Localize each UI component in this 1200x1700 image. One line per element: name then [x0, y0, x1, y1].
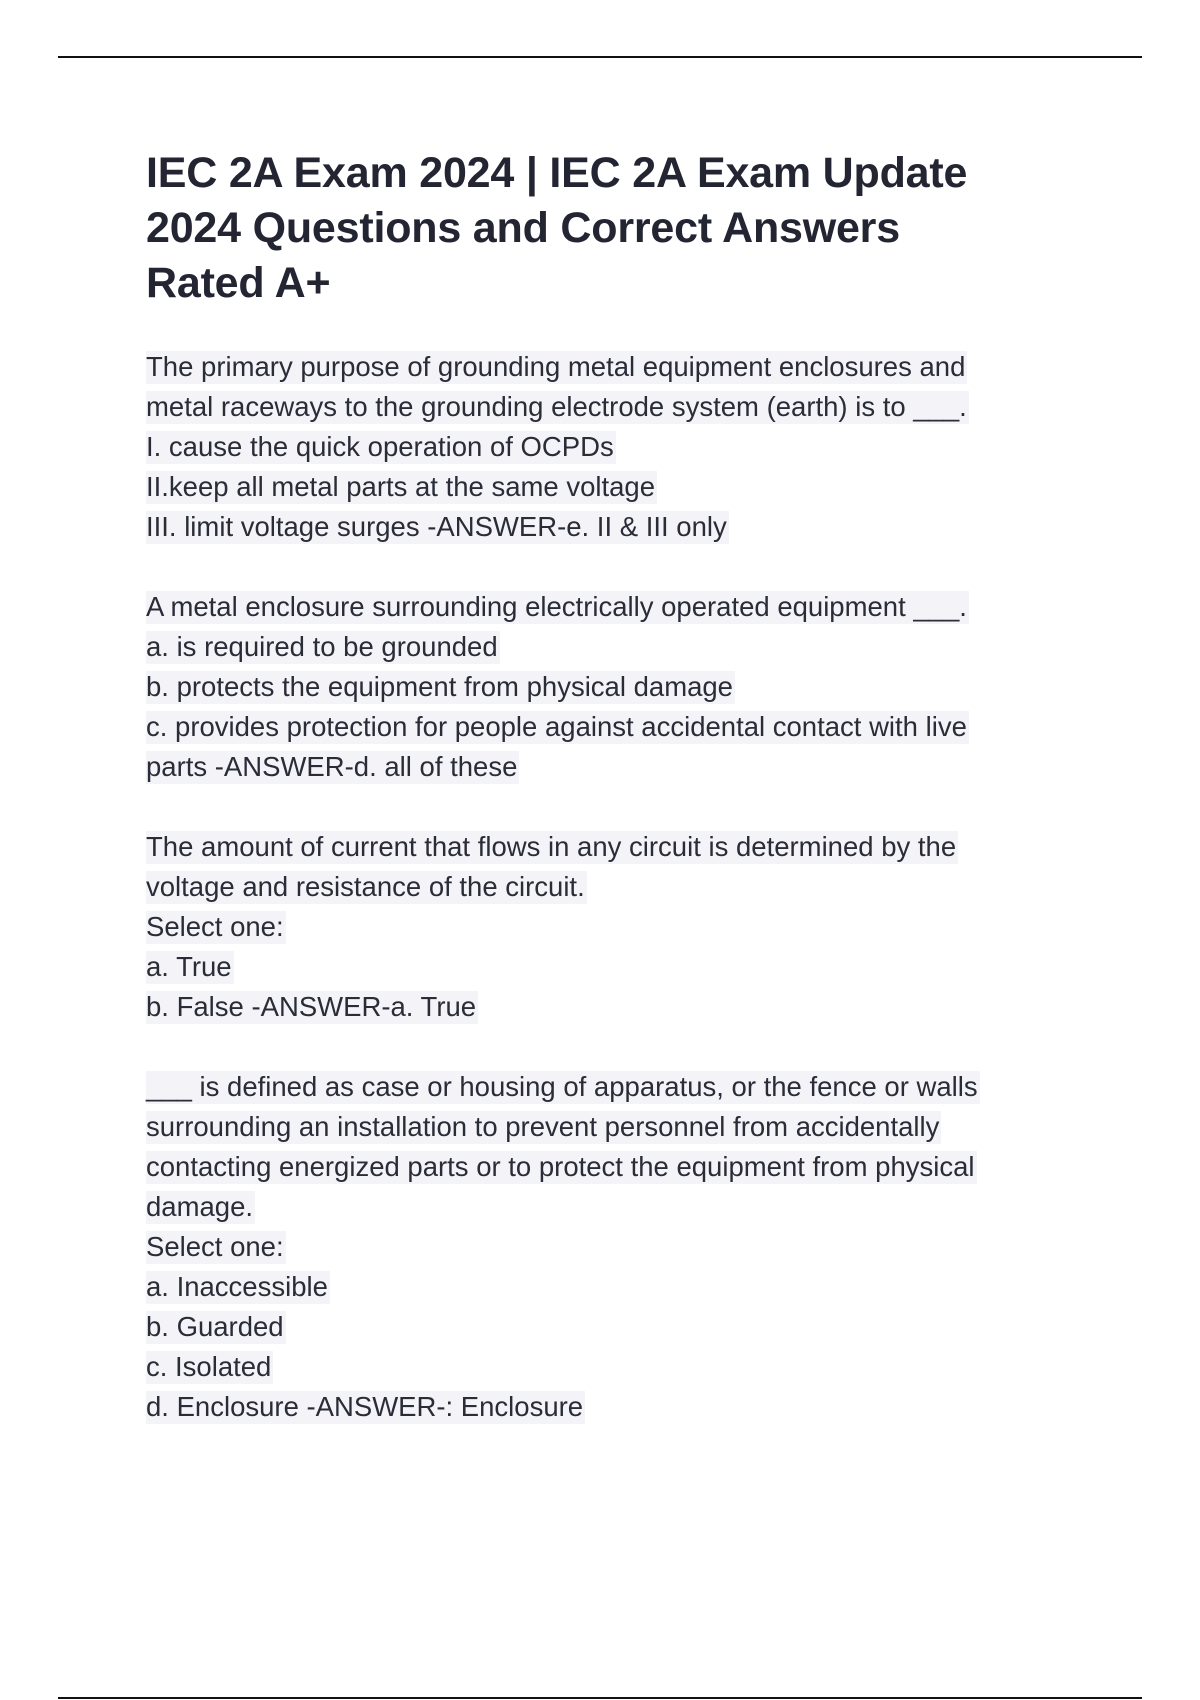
question-line: Select one:: [146, 911, 284, 942]
top-rule: [58, 56, 1142, 58]
question-line: b. protects the equipment from physical damage: [146, 671, 733, 702]
title-line: 2024 Questions and Correct Answers: [146, 204, 900, 252]
document-body: [146, 146, 1086, 1467]
question-line: The primary purpose of grounding metal equipment enclosures and: [146, 351, 966, 382]
document-title: [146, 146, 1086, 311]
question-line: c. Isolated: [146, 1351, 272, 1382]
bottom-rule: [58, 1697, 1142, 1699]
title-line: IEC 2A Exam 2024 | IEC 2A Exam Update: [146, 149, 968, 197]
question-line: ___ is defined as case or housing of apparatus, or the fence or walls: [146, 1071, 978, 1102]
title-line: Rated A+: [146, 259, 331, 307]
question-line: b. Guarded: [146, 1311, 284, 1342]
question-block-2: [146, 587, 1086, 787]
question-line: voltage and resistance of the circuit.: [146, 871, 585, 902]
question-line: Select one:: [146, 1231, 284, 1262]
question-line: c. provides protection for people against accidental contact with live: [146, 711, 967, 742]
question-line: a. is required to be grounded: [146, 631, 498, 662]
question-line: A metal enclosure surrounding electrically operated equipment ___.: [146, 591, 967, 622]
question-line: damage.: [146, 1191, 254, 1222]
question-block-4: [146, 1067, 1086, 1427]
question-line: metal raceways to the grounding electrode system (earth) is to ___.: [146, 391, 967, 422]
question-line: a. Inaccessible: [146, 1271, 328, 1302]
answer-line: parts -ANSWER-d. all of these: [146, 751, 518, 782]
question-line: surrounding an installation to prevent personnel from accidentally: [146, 1111, 940, 1142]
question-list: [146, 347, 1086, 1427]
answer-line: b. False -ANSWER-a. True: [146, 991, 477, 1022]
question-line: I. cause the quick operation of OCPDs: [146, 431, 614, 462]
question-line: contacting energized parts or to protect the equipment from physical: [146, 1151, 975, 1182]
question-line: a. True: [146, 951, 232, 982]
answer-line: d. Enclosure -ANSWER-: Enclosure: [146, 1391, 584, 1422]
question-block-1: [146, 347, 1086, 547]
question-block-3: [146, 827, 1086, 1027]
question-line: II.keep all metal parts at the same voltage: [146, 471, 656, 502]
answer-line: III. limit voltage surges -ANSWER-e. II & III only: [146, 511, 727, 542]
question-line: The amount of current that flows in any circuit is determined by the: [146, 831, 957, 862]
